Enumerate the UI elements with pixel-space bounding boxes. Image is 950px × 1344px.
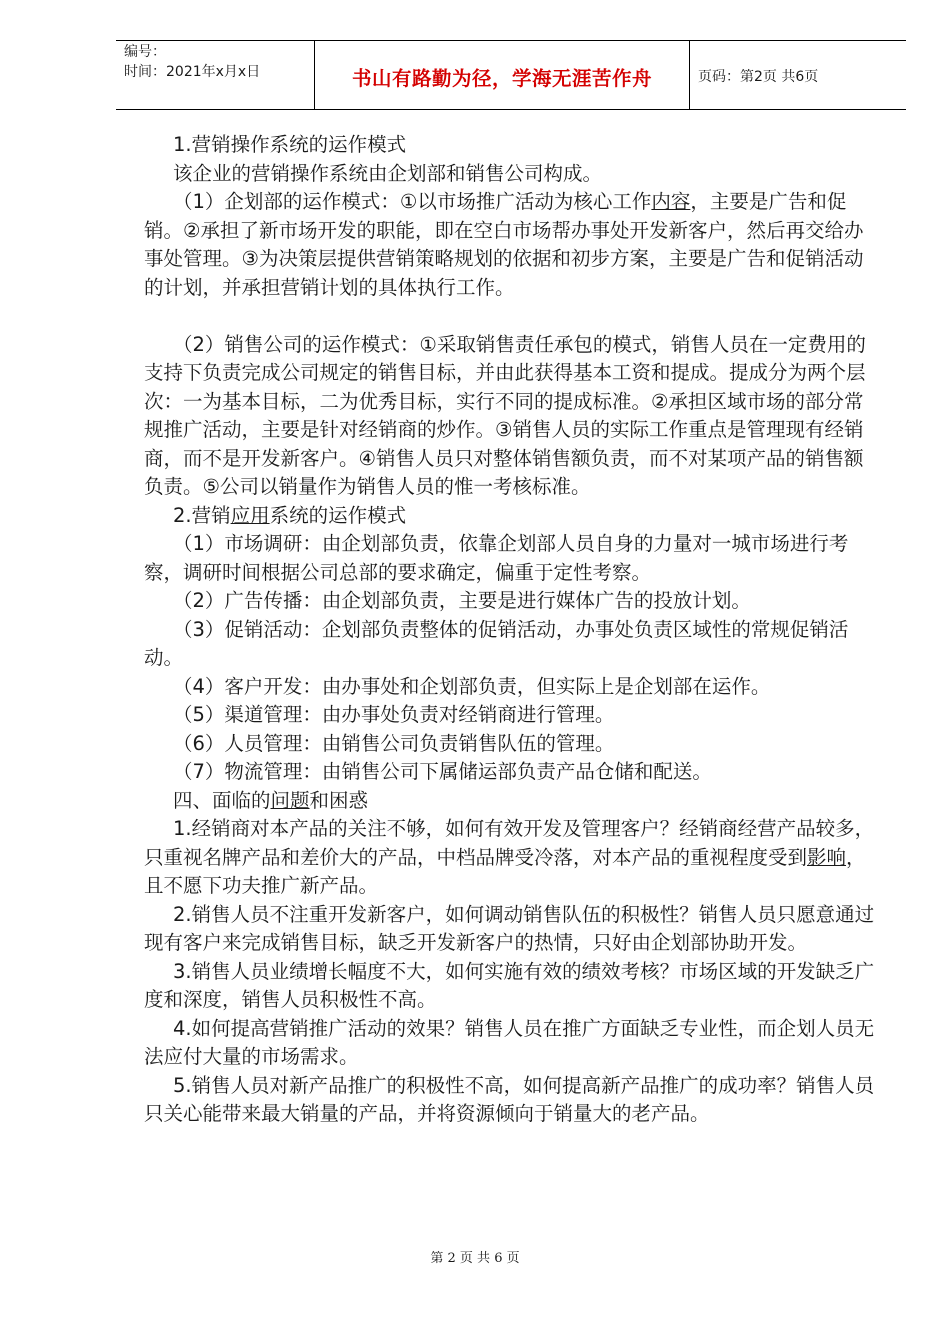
paragraph: （5）渠道管理：由办事处负责对经销商进行管理。: [173, 703, 615, 726]
header-page-info: 页码：第2页 共6页: [698, 69, 819, 85]
paragraph-gap: [144, 302, 876, 331]
paragraph: 该企业的营销操作系统由企划部和销售公司构成。: [173, 161, 603, 185]
page-header: [116, 40, 906, 110]
underlined-link[interactable]: 问题: [270, 788, 310, 812]
paragraph: [144, 815, 876, 901]
paragraph: （1）市场调研：由企划部负责，依靠企划部人员自身的力量对一城市场进行考察，调研时间根据公司总部的要求确定，偏重于定性考察。: [144, 532, 849, 584]
header-meta-cell: [116, 41, 315, 109]
text: 四、面临的: [173, 788, 271, 812]
underlined-link[interactable]: 内容: [651, 190, 691, 213]
section-heading: [144, 502, 876, 531]
text: ，且不愿下功夫推广新产品。: [144, 845, 866, 897]
section-heading: 1.营销操作系统的运作模式: [173, 133, 407, 156]
document-body: [144, 131, 876, 1129]
paragraph: （2）广告传播：由企划部负责，主要是进行媒体广告的投放计划。: [173, 589, 751, 612]
underlined-link[interactable]: 应用: [230, 503, 270, 527]
text: （1）企划部的运作模式：①以市场推广活动为核心工作: [173, 190, 652, 213]
underlined-link[interactable]: 影响: [807, 845, 847, 869]
paragraph: （3）促销活动：企划部负责整体的促销活动，办事处负责区域性的常规促销活动。: [144, 617, 849, 669]
paragraph: （4）客户开发：由办事处和企划部负责，但实际上是企划部在运作。: [173, 674, 771, 698]
paragraph: 2.销售人员不注重开发新客户，如何调动销售队伍的积极性？销售人员只愿意通过现有客户来完成销售目标，缺乏开发新客户的热情，只好由企划部协助开发。: [144, 902, 875, 954]
paragraph: 5.销售人员对新产品推广的积极性不高，如何提高新产品推广的成功率？销售人员只关心能带来最大销量的产品，并将资源倾向于销量大的老产品。: [144, 1073, 875, 1125]
paragraph: （7）物流管理：由销售公司下属储运部负责产品仓储和配送。: [173, 760, 712, 783]
paragraph: [144, 188, 876, 302]
time-label: 时间：2021年x月x日: [124, 64, 261, 80]
number-label: 编号：: [124, 44, 166, 60]
paragraph: （6）人员管理：由销售公司负责销售队伍的管理。: [173, 731, 615, 755]
section-heading: [144, 787, 876, 816]
text: 1.经销商对本产品的关注不够，如何有效开发及管理客户？经销商经营产品较多，只重视名牌产品和差价大的产品，中档品牌受冷落，对本产品的重视程度受到: [144, 817, 875, 869]
paragraph: 3.销售人员业绩增长幅度不大，如何实施有效的绩效考核？市场区域的开发缺乏广度和深度，销售人员积极性不高。: [144, 959, 875, 1011]
header-motto-cell: [315, 41, 690, 109]
text: 和困惑: [309, 788, 369, 812]
text: 2.营销: [173, 503, 231, 527]
header-motto: 书山有路勤为径，学海无涯苦作舟: [351, 67, 652, 90]
page-footer: 第 2 页 共 6 页: [430, 1251, 520, 1266]
text: ，主要是广告和促销。②承担了新市场开发的职能，即在空白市场帮办事处开发新客户，然后再交给办事处管理。③为决策层提供营销策略规划的依据和初步方案，主要是广告和促销活动的计划，并承担营销计划的具体执行工作。: [144, 190, 864, 299]
paragraph: 4.如何提高营销推广活动的效果？销售人员在推广方面缺乏专业性，而企划人员无法应付大量的市场需求。: [144, 1016, 875, 1068]
paragraph: （2）销售公司的运作模式：①采取销售责任承包的模式，销售人员在一定费用的支持下负责完成公司规定的销售目标，并由此获得基本工资和提成。提成分为两个层次：一为基本目标，二为优秀目标，实行不同的提成标准。②承担区域市场的部分常规推广活动，主要是针对经销商的炒作。③销售人员的实际工作重点是管理现有经销商，而不是开发新客户。④销售人员只对整体销售额负责，而不对某项产品的销售额负责。⑤公司以销量作为销售人员的惟一考核标准。: [144, 332, 866, 498]
header-page-cell: [690, 41, 906, 109]
text: 系统的运作模式: [269, 503, 407, 527]
